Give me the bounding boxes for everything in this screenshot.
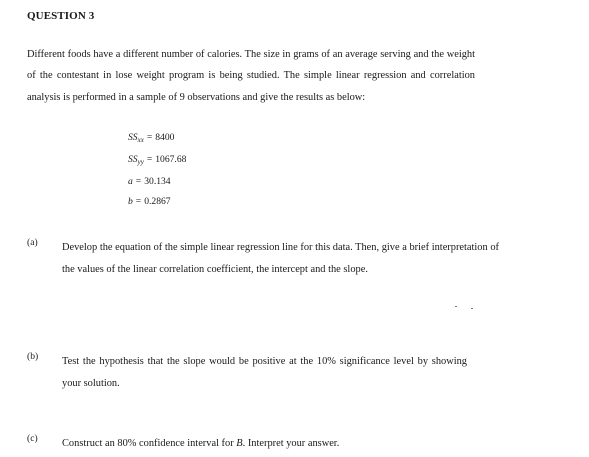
b-symbol: b (128, 196, 133, 207)
ssxx-subscript: xx (137, 136, 144, 144)
part-c (27, 433, 477, 453)
ssyy-symbol: SS (128, 154, 138, 165)
part-b-label: (b) (27, 351, 39, 362)
part-c-text (62, 433, 499, 455)
part-a (27, 237, 499, 307)
a-symbol: a (128, 176, 133, 187)
scan-speck (455, 306, 457, 307)
part-b (27, 351, 477, 397)
regression-results (128, 128, 186, 212)
part-c-symbol: B (236, 438, 243, 449)
ssxx-equals: = (146, 132, 153, 143)
part-c-label: (c) (27, 433, 38, 444)
ssyy-subscript: yy (137, 158, 144, 166)
ssxx-value: 8400 (155, 132, 175, 143)
b-value: 0.2867 (144, 196, 171, 207)
scan-speck (471, 308, 473, 309)
ssxx-symbol: SS (128, 132, 138, 143)
part-a-label: (a) (27, 237, 38, 248)
result-ssyy (128, 150, 186, 172)
part-a-text: Develop the equation of the simple linear regression line for this data. Then, give a brief interpretation of the values of the linear correlation coefficient, the intercept and the slope. (62, 242, 499, 275)
result-a (128, 172, 186, 192)
a-value: 30.134 (144, 176, 171, 187)
b-equals: = (135, 196, 142, 207)
part-c-text-after: . Interpret your answer. (242, 438, 340, 449)
result-b (128, 192, 186, 212)
question-intro: Different foods have a different number of calories. The size in grams of an average serving and the weight of the contestant in lose weight program is being studied. The simple linear regression and correlation analysis is performed in a sample of 9 observations and give the results as below: (27, 49, 475, 103)
ssyy-equals: = (146, 154, 153, 165)
result-ssxx (128, 128, 186, 150)
question-heading: QUESTION 3 (27, 10, 95, 22)
scan-specks (455, 306, 475, 310)
part-c-text-before: Construct an 80% confidence interval for (62, 438, 237, 449)
a-equals: = (135, 176, 142, 187)
part-b-text: Test the hypothesis that the slope would be positive at the 10% significance level by showing your solution. (62, 356, 467, 389)
ssyy-value: 1067.68 (155, 154, 187, 165)
